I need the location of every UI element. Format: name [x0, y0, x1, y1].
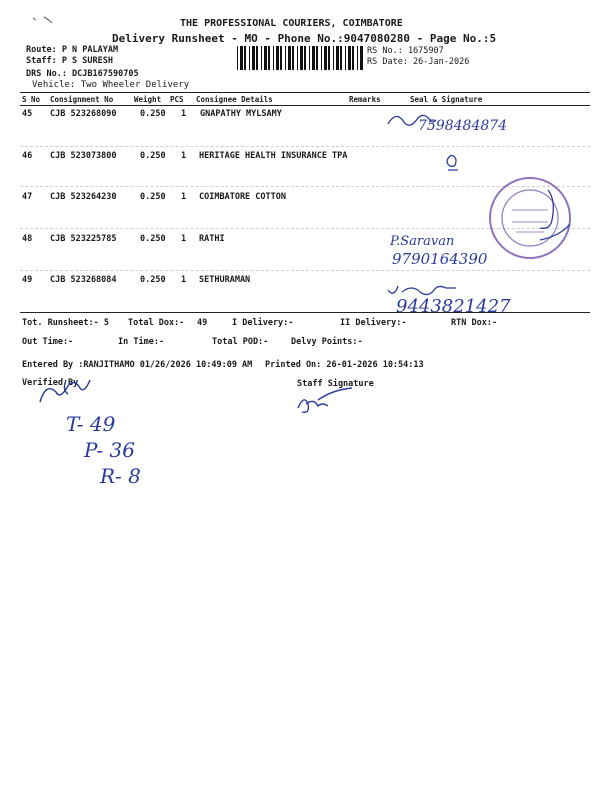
row-sno: 49	[22, 275, 33, 285]
tally-total: T- 49	[66, 412, 116, 436]
row-pcs: 1	[181, 275, 187, 285]
staff-signature-label: Staff Signature	[297, 379, 374, 389]
row-consignment: CJB 523073800	[50, 151, 117, 161]
company-seal-icon	[490, 178, 570, 258]
staff-label: Staff: P S SURESH	[26, 56, 113, 66]
entered-by: Entered By :RANJITHAMO 01/26/2026 10:49:09 AM	[22, 360, 253, 370]
delvy-points: Delvy Points:-	[291, 337, 363, 347]
total-pod: Total POD:-	[212, 337, 269, 347]
total-dox-value: 49	[197, 318, 208, 328]
row-weight: 0.250	[140, 234, 166, 244]
signature-46-icon	[447, 156, 458, 171]
handwritten-phone-45: 7598484874	[418, 118, 508, 134]
col-remarks: Remarks	[349, 95, 381, 104]
i-delivery: I Delivery:-	[232, 318, 294, 328]
ii-delivery: II Delivery:-	[340, 318, 407, 328]
handwritten-name-48: P.Saravan	[390, 234, 455, 249]
rs-date: RS Date: 26-Jan-2026	[367, 57, 470, 67]
row-weight: 0.250	[140, 109, 166, 119]
col-seal-signature: Seal & Signature	[410, 95, 483, 104]
staff-signature-icon	[298, 388, 352, 412]
col-sno: S No	[22, 95, 41, 104]
row-consignment: CJB 523264230	[50, 192, 117, 202]
out-time: Out Time:-	[22, 337, 74, 347]
tot-runsheet: Tot. Runsheet:- 5	[22, 318, 109, 328]
row-sno: 48	[22, 234, 33, 244]
tally-return: R- 8	[100, 464, 141, 488]
route-label: Route: P N PALAYAM	[26, 45, 119, 55]
signature-49-icon	[388, 286, 456, 295]
row-consignee: RATHI	[199, 234, 225, 244]
in-time: In Time:-	[118, 337, 165, 347]
col-pcs: PCS	[170, 95, 184, 104]
runsheet-title: Delivery Runsheet - MO - Phone No.:9047080280 - Page No.:5	[112, 32, 497, 45]
vehicle-label: Vehicle: Two Wheeler Delivery	[32, 80, 190, 90]
row-consignee: HERITAGE HEALTH INSURANCE TPA	[199, 151, 348, 161]
row-pcs: 1	[181, 109, 187, 119]
tally-pod: P- 36	[84, 438, 135, 462]
row-sno: 47	[22, 192, 33, 202]
row-pcs: 1	[181, 234, 187, 244]
row-consignment: CJB 523225785	[50, 234, 117, 244]
row-weight: 0.250	[140, 275, 166, 285]
col-weight: Weight	[134, 95, 162, 104]
row-pcs: 1	[181, 151, 187, 161]
row-consignment: CJB 523268084	[50, 275, 117, 285]
handwritten-phone-49: 9443821427	[396, 296, 511, 317]
verifier-signature-icon	[40, 380, 90, 402]
col-consignment: Consignment No	[50, 95, 114, 104]
row-sno: 45	[22, 109, 33, 119]
company-name: THE PROFESSIONAL COURIERS, COIMBATORE	[180, 18, 403, 29]
rtn-dox: RTN Dox:-	[451, 318, 498, 328]
row-consignee: COIMBATORE COTTON	[199, 192, 286, 202]
rs-number: RS No.: 1675907	[367, 46, 444, 56]
total-dox-label: Total Dox:-	[128, 318, 185, 328]
row-consignee: SETHURAMAN	[199, 275, 251, 285]
col-consignee: Consignee Details	[196, 95, 273, 104]
row-sno: 46	[22, 151, 33, 161]
verified-by: Verified By	[22, 378, 79, 388]
row-consignee: GNAPATHY MYLSAMY	[200, 109, 282, 119]
printed-on: Printed On: 26-01-2026 10:54:13	[265, 360, 424, 370]
row-weight: 0.250	[140, 151, 166, 161]
row-consignment: CJB 523268090	[50, 109, 117, 119]
row-pcs: 1	[181, 192, 187, 202]
drs-number: DRS No.: DCJB167590705	[26, 69, 139, 79]
row-weight: 0.250	[140, 192, 166, 202]
handwritten-phone-48: 9790164390	[392, 250, 488, 268]
